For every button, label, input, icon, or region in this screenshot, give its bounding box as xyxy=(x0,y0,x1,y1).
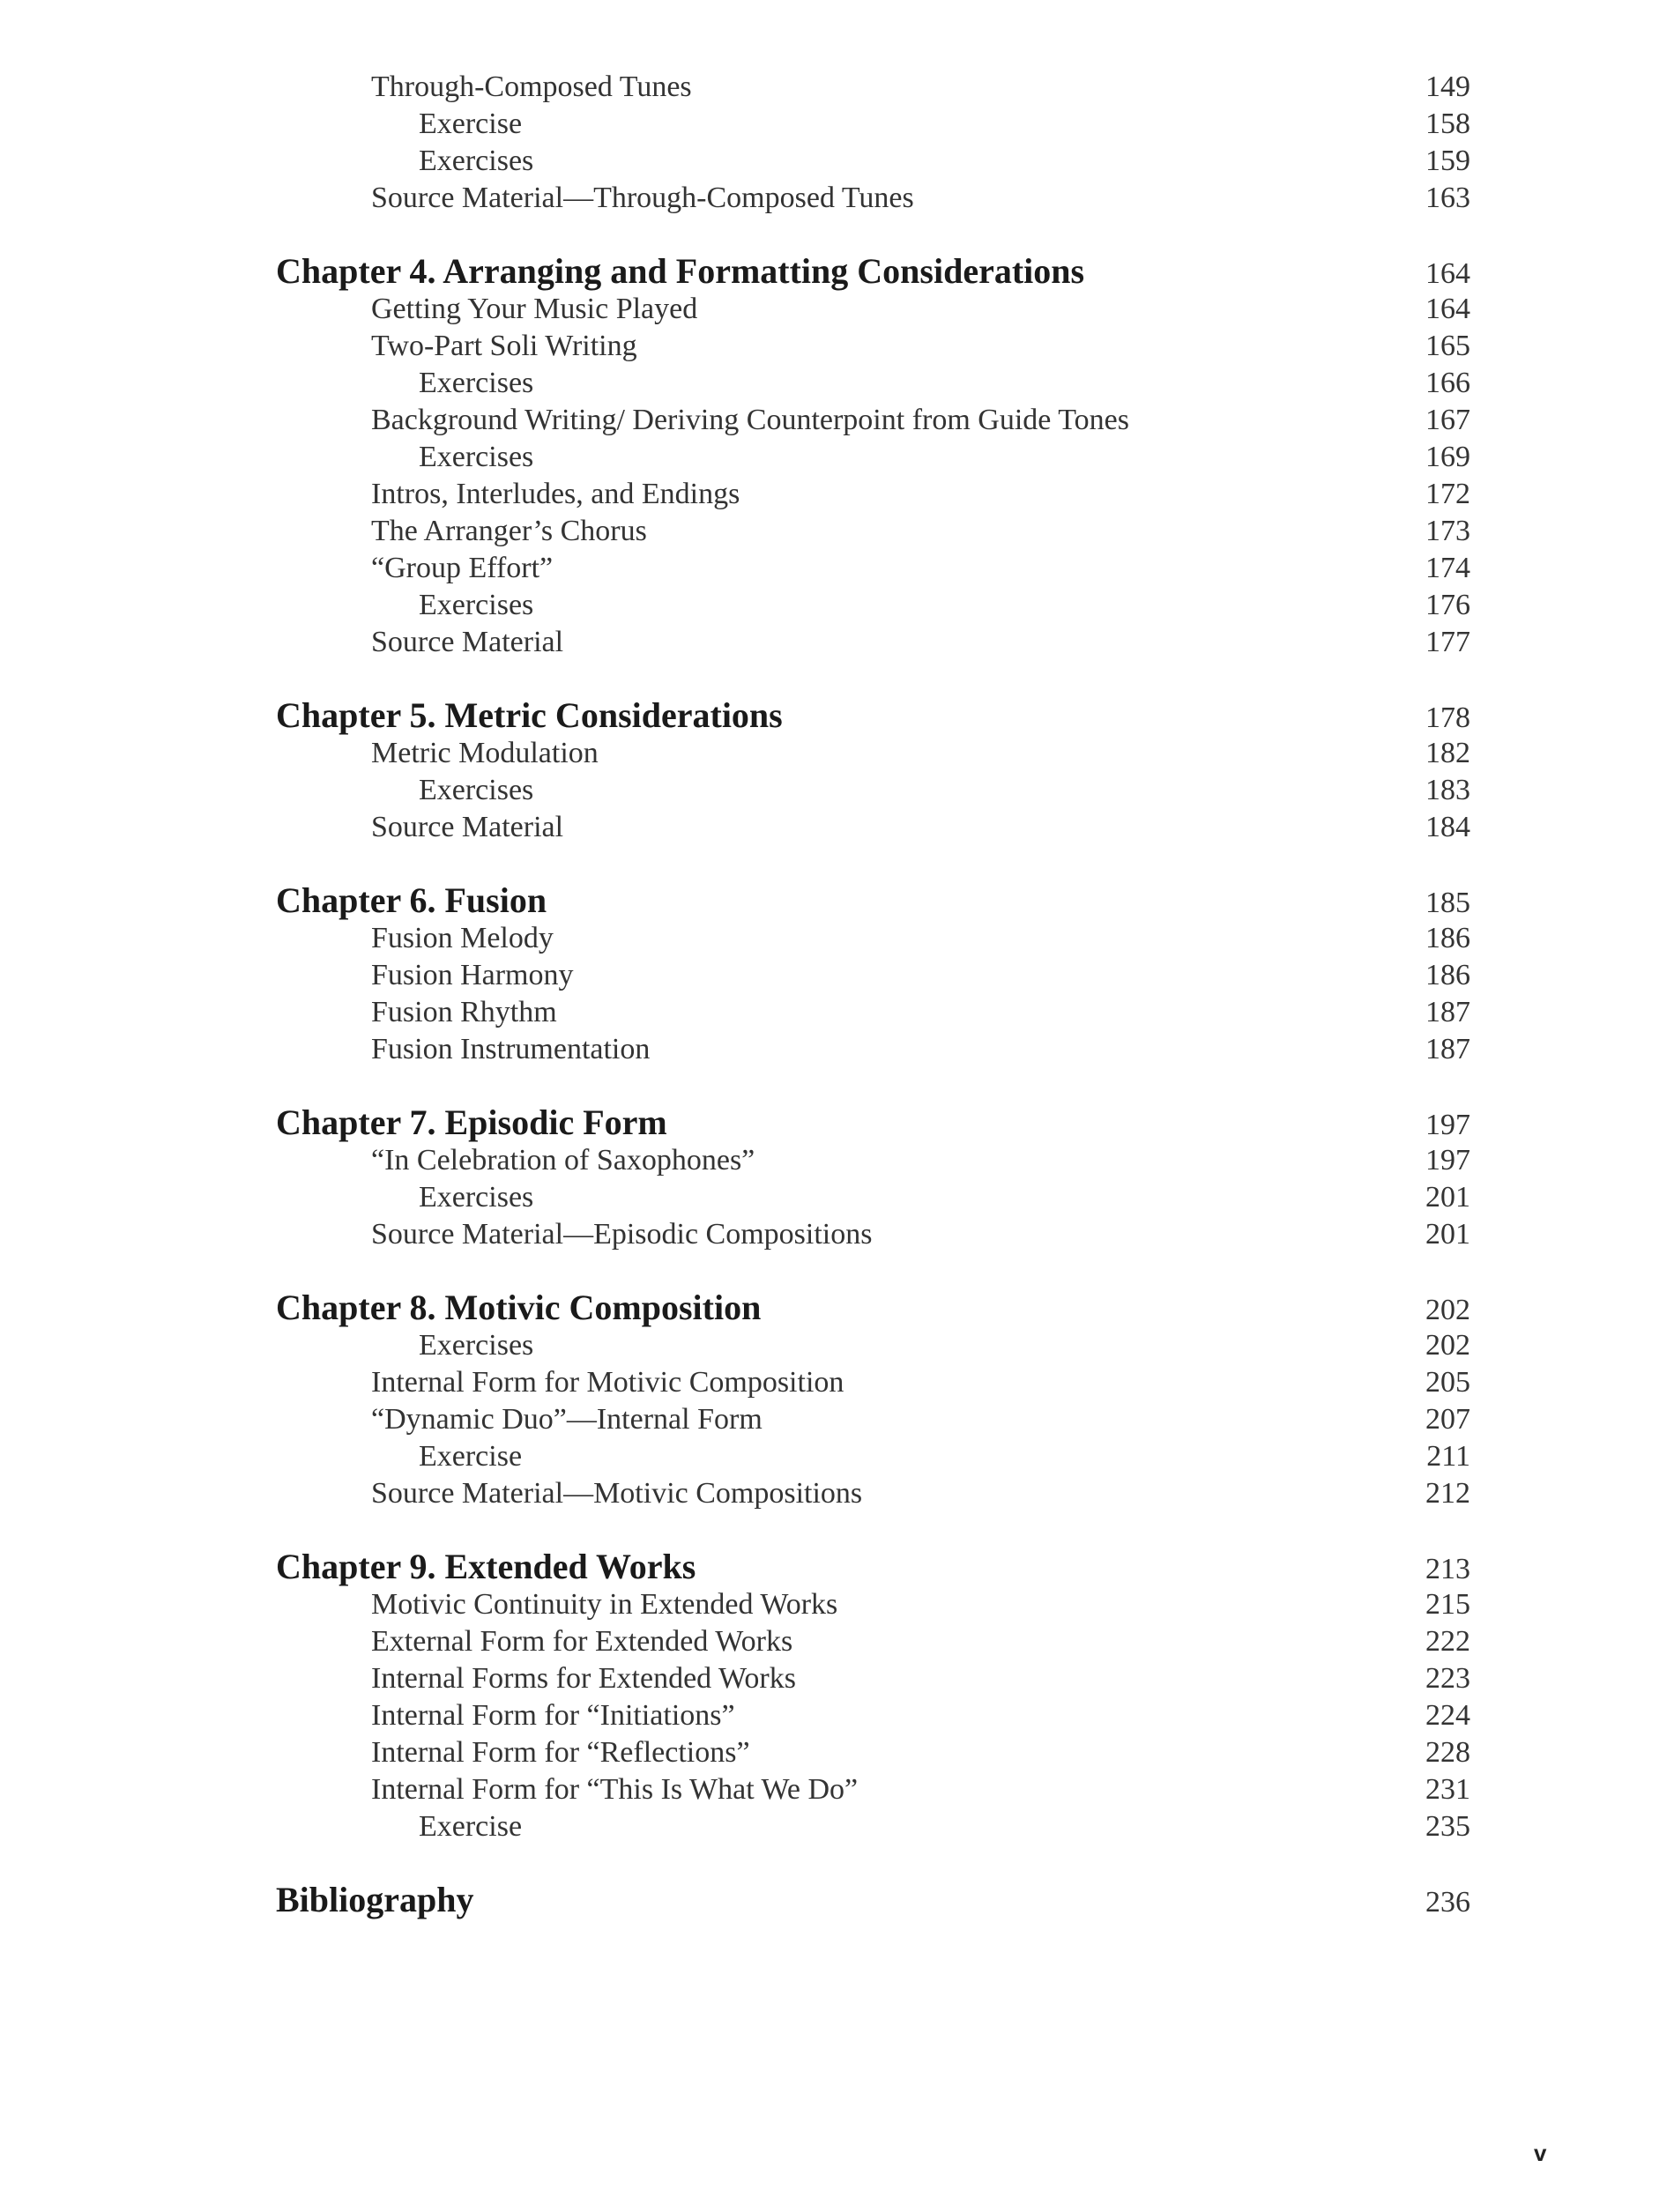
toc-entry-page-number: 211 xyxy=(1426,1440,1470,1473)
toc-entry-page-number: 223 xyxy=(1425,1662,1470,1695)
toc-section-entry xyxy=(276,1364,1470,1401)
toc-subsection-entry xyxy=(276,1438,1470,1475)
toc-entry-page-number: 165 xyxy=(1425,330,1470,362)
toc-entry-label: “Dynamic Duo”—Internal Form xyxy=(371,1403,763,1436)
toc-entry-label: Exercises xyxy=(419,589,534,621)
toc-section-entry xyxy=(276,513,1470,550)
toc-section-entry xyxy=(276,1771,1470,1808)
toc-entry-label: Exercise xyxy=(419,108,523,140)
toc-entry-label: Intros, Interludes, and Endings xyxy=(371,478,740,510)
toc-subsection-entry xyxy=(276,1179,1470,1216)
toc-entry-label: Chapter 5. Metric Considerations xyxy=(276,695,783,735)
toc-section-entry xyxy=(276,69,1470,106)
toc-entry-label: External Form for Extended Works xyxy=(371,1625,793,1658)
toc-entry-label: Internal Forms for Extended Works xyxy=(371,1662,796,1695)
toc-entry-label: Exercises xyxy=(419,441,534,473)
toc-entry-page-number: 164 xyxy=(1425,257,1470,290)
toc-section-entry xyxy=(276,180,1470,217)
toc-entry-label: Chapter 7. Episodic Form xyxy=(276,1102,667,1142)
toc-section-entry xyxy=(276,1142,1470,1179)
toc-entry-page-number: 149 xyxy=(1425,71,1470,103)
toc-entry-page-number: 228 xyxy=(1425,1736,1470,1769)
toc-chapter-entry xyxy=(276,696,1470,735)
toc-entry-label: Exercise xyxy=(419,1440,523,1473)
toc-entry-page-number: 174 xyxy=(1425,552,1470,584)
toc-entry-page-number: 186 xyxy=(1425,922,1470,954)
toc-subsection-entry xyxy=(276,1327,1470,1364)
toc-entry-label: Metric Modulation xyxy=(371,737,599,769)
toc-section-entry xyxy=(276,994,1470,1031)
toc-entry-page-number: 235 xyxy=(1425,1810,1470,1843)
toc-entry-page-number: 184 xyxy=(1425,811,1470,843)
toc-entry-page-number: 212 xyxy=(1425,1477,1470,1510)
toc-entry-label: Chapter 8. Motivic Composition xyxy=(276,1288,762,1327)
toc-entry-page-number: 187 xyxy=(1425,996,1470,1028)
toc-subsection-entry xyxy=(276,106,1470,143)
toc-section-entry xyxy=(276,1623,1470,1660)
toc-entry-label: Fusion Harmony xyxy=(371,959,574,991)
toc-entry-page-number: 202 xyxy=(1425,1294,1470,1326)
toc-entry-label: Source Material—Motivic Compositions xyxy=(371,1477,863,1510)
toc-entry-label: Background Writing/ Deriving Counterpoint from Guide Tones xyxy=(371,404,1129,436)
toc-entry-page-number: 158 xyxy=(1425,108,1470,140)
toc-entry-label: Chapter 9. Extended Works xyxy=(276,1547,696,1586)
toc-section-entry xyxy=(276,291,1470,328)
toc-section-entry xyxy=(276,957,1470,994)
toc-entry-page-number: 187 xyxy=(1425,1033,1470,1065)
toc-entry-page-number: 183 xyxy=(1425,774,1470,806)
toc-entry-page-number: 178 xyxy=(1425,701,1470,734)
toc-subsection-entry xyxy=(276,143,1470,180)
toc-entry-label: Through-Composed Tunes xyxy=(371,71,692,103)
toc-entry-label: Exercises xyxy=(419,774,534,806)
toc-entry-label: Exercises xyxy=(419,145,534,177)
toc-entry-label: Fusion Rhythm xyxy=(371,996,557,1028)
toc-entry-label: “In Celebration of Saxophones” xyxy=(371,1144,755,1177)
toc-entry-page-number: 205 xyxy=(1425,1366,1470,1399)
toc-entry-page-number: 224 xyxy=(1425,1699,1470,1732)
toc-entry-label: The Arranger’s Chorus xyxy=(371,515,647,547)
toc-section-entry xyxy=(276,735,1470,772)
toc-entry-page-number: 177 xyxy=(1425,626,1470,658)
toc-entry-label: Source Material xyxy=(371,626,564,658)
toc-entry-label: Internal Form for Motivic Composition xyxy=(371,1366,844,1399)
toc-section-entry xyxy=(276,550,1470,587)
toc-entry-page-number: 213 xyxy=(1425,1553,1470,1585)
toc-entry-label: Exercise xyxy=(419,1810,523,1843)
toc-entry-label: Source Material xyxy=(371,811,564,843)
toc-entry-page-number: 169 xyxy=(1425,441,1470,473)
toc-section-entry xyxy=(276,1734,1470,1771)
toc-entry-page-number: 185 xyxy=(1425,887,1470,919)
toc-entry-label: Getting Your Music Played xyxy=(371,293,698,325)
toc-chapter-entry xyxy=(276,1548,1470,1586)
toc-entry-page-number: 215 xyxy=(1425,1588,1470,1621)
toc-section-entry xyxy=(276,328,1470,365)
toc-section-entry xyxy=(276,476,1470,513)
toc-entry-label: Fusion Melody xyxy=(371,922,554,954)
toc-subsection-entry xyxy=(276,439,1470,476)
table-of-contents xyxy=(276,69,1470,1919)
toc-entry-page-number: 167 xyxy=(1425,404,1470,436)
toc-subsection-entry xyxy=(276,587,1470,624)
toc-entry-page-number: 182 xyxy=(1425,737,1470,769)
toc-section-entry xyxy=(276,809,1470,846)
toc-entry-label: Source Material—Episodic Compositions xyxy=(371,1218,873,1251)
toc-section-entry xyxy=(276,920,1470,957)
toc-entry-page-number: 186 xyxy=(1425,959,1470,991)
toc-entry-label: Chapter 4. Arranging and Formatting Considerations xyxy=(276,251,1085,291)
toc-entry-label: Fusion Instrumentation xyxy=(371,1033,651,1065)
toc-entry-label: Two-Part Soli Writing xyxy=(371,330,637,362)
toc-entry-page-number: 159 xyxy=(1425,145,1470,177)
toc-section-entry xyxy=(276,1697,1470,1734)
toc-entry-page-number: 176 xyxy=(1425,589,1470,621)
toc-entry-page-number: 222 xyxy=(1425,1625,1470,1658)
toc-chapter-entry xyxy=(276,252,1470,291)
toc-chapter-entry xyxy=(276,1103,1470,1142)
toc-section-entry xyxy=(276,1475,1470,1512)
toc-chapter-entry xyxy=(276,1288,1470,1327)
toc-entry-page-number: 201 xyxy=(1425,1218,1470,1251)
toc-section-entry xyxy=(276,1216,1470,1253)
toc-chapter-entry xyxy=(276,881,1470,920)
toc-subsection-entry xyxy=(276,365,1470,402)
toc-chapter-entry xyxy=(276,1881,1470,1919)
toc-entry-page-number: 197 xyxy=(1425,1109,1470,1141)
toc-entry-page-number: 207 xyxy=(1425,1403,1470,1436)
toc-entry-page-number: 197 xyxy=(1425,1144,1470,1177)
toc-entry-page-number: 201 xyxy=(1425,1181,1470,1214)
toc-entry-label: “Group Effort” xyxy=(371,552,554,584)
toc-entry-label: Internal Form for “Reflections” xyxy=(371,1736,750,1769)
toc-section-entry xyxy=(276,1401,1470,1438)
toc-entry-page-number: 236 xyxy=(1425,1886,1470,1919)
toc-entry-page-number: 231 xyxy=(1425,1773,1470,1806)
toc-entry-label: Source Material—Through-Composed Tunes xyxy=(371,182,914,214)
toc-subsection-entry xyxy=(276,1808,1470,1845)
toc-section-entry xyxy=(276,402,1470,439)
toc-entry-label: Exercises xyxy=(419,1329,534,1362)
toc-section-entry xyxy=(276,624,1470,661)
toc-entry-label: Internal Form for “Initiations” xyxy=(371,1699,735,1732)
toc-subsection-entry xyxy=(276,772,1470,809)
toc-entry-page-number: 163 xyxy=(1425,182,1470,214)
toc-entry-label: Internal Form for “This Is What We Do” xyxy=(371,1773,859,1806)
toc-entry-page-number: 202 xyxy=(1425,1329,1470,1362)
toc-entry-label: Motivic Continuity in Extended Works xyxy=(371,1588,838,1621)
toc-entry-page-number: 172 xyxy=(1425,478,1470,510)
toc-entry-label: Bibliography xyxy=(276,1880,474,1919)
toc-entry-label: Exercises xyxy=(419,367,534,399)
page-number: v xyxy=(1534,2140,1547,2166)
toc-entry-label: Chapter 6. Fusion xyxy=(276,880,547,920)
toc-entry-page-number: 173 xyxy=(1425,515,1470,547)
toc-entry-page-number: 164 xyxy=(1425,293,1470,325)
toc-entry-page-number: 166 xyxy=(1425,367,1470,399)
toc-entry-label: Exercises xyxy=(419,1181,534,1214)
toc-section-entry xyxy=(276,1586,1470,1623)
toc-section-entry xyxy=(276,1031,1470,1068)
toc-section-entry xyxy=(276,1660,1470,1697)
